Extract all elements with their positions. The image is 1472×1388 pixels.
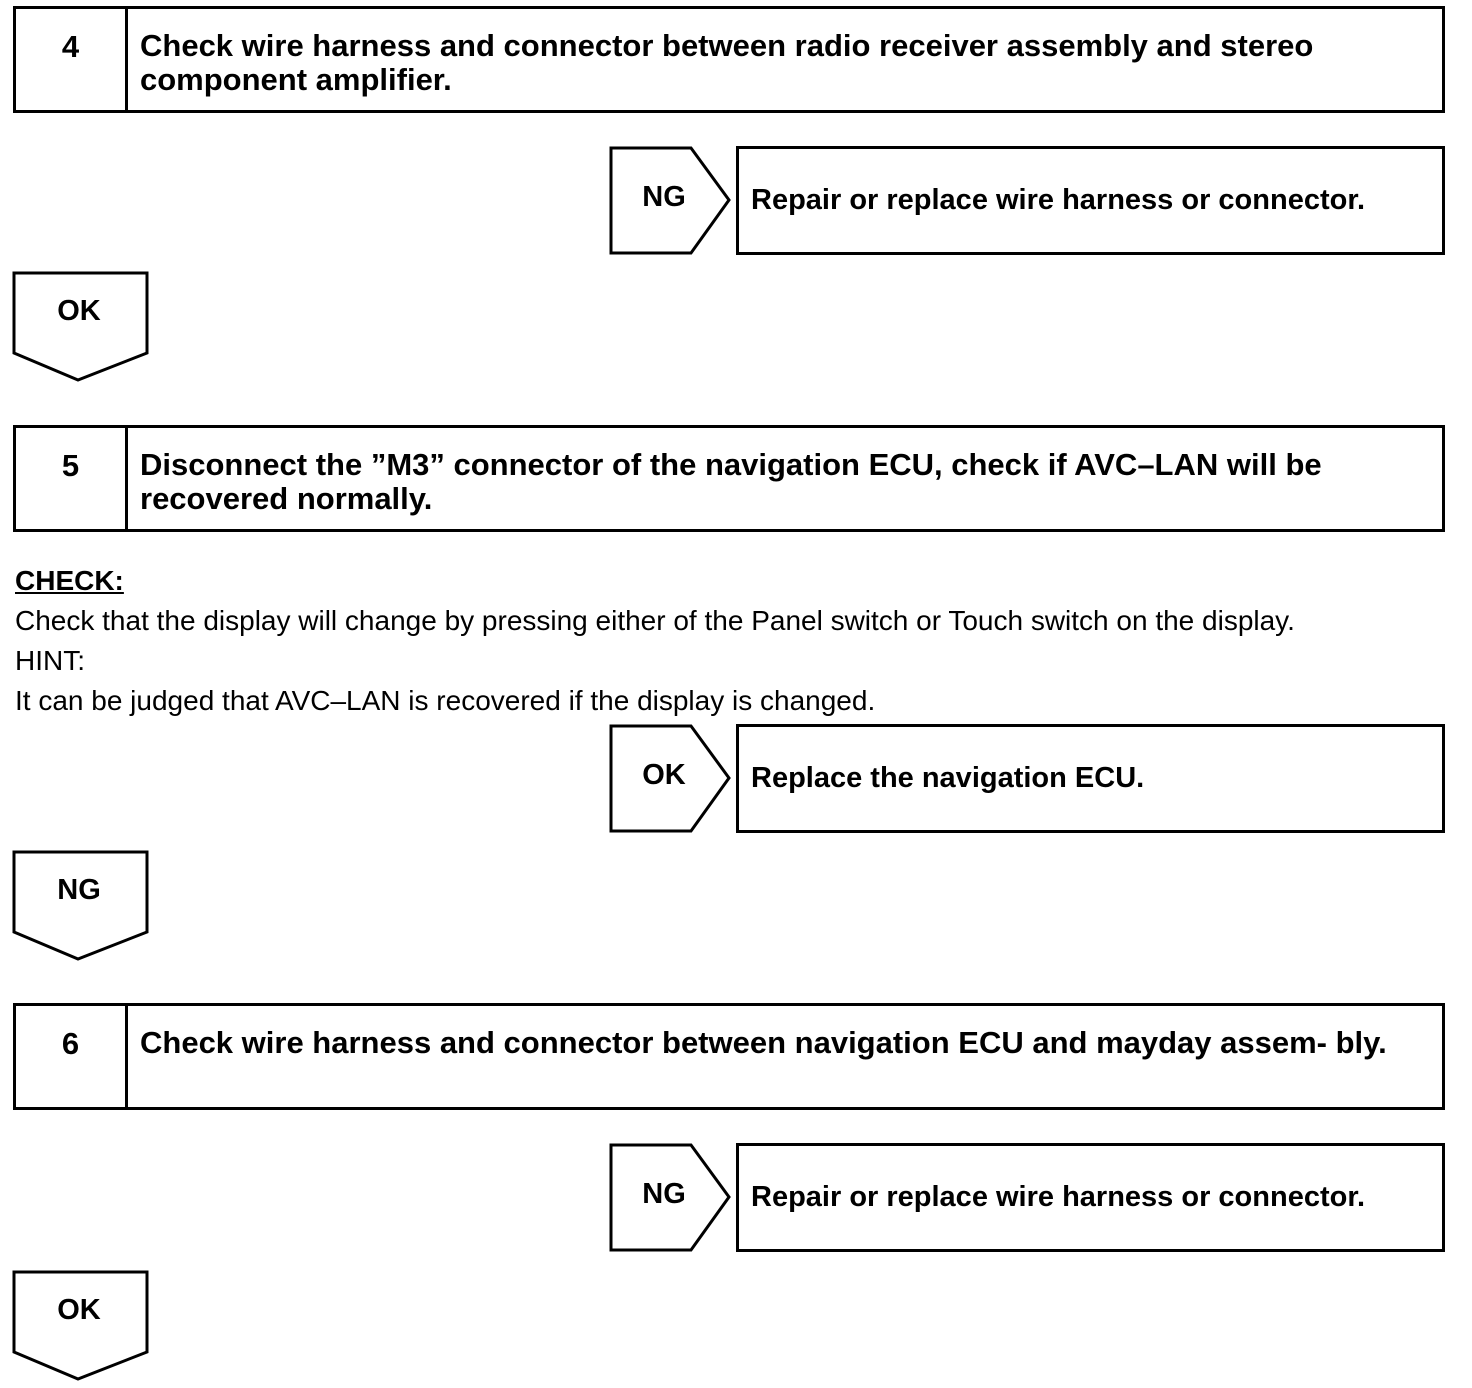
branch-tag-label: NG <box>642 1178 686 1210</box>
step-number: 4 <box>16 9 128 110</box>
step-6-branch <box>609 1143 1445 1252</box>
step-title: Check wire harness and connector between navigation ECU and mayday assem- bly. <box>140 1025 1387 1060</box>
hint-heading: HINT: <box>15 645 85 676</box>
branch-tag <box>609 146 733 255</box>
step-5-box <box>13 425 1445 532</box>
step-4-next <box>12 271 150 383</box>
next-tag-label: NG <box>57 874 101 906</box>
branch-tag-label: NG <box>642 181 686 213</box>
step-title: Check wire harness and connector between radio receiver assembly and stereo component amplifier. <box>140 28 1314 97</box>
next-tag-label: OK <box>57 1294 101 1326</box>
branch-tag <box>609 1143 733 1252</box>
branch-tag-label: OK <box>642 759 686 791</box>
check-text: Check that the display will change by pressing either of the Panel switch or Touch switch on the display. <box>15 605 1295 636</box>
step-5-branch <box>609 724 1445 833</box>
branch-tag <box>609 724 733 833</box>
next-tag-label: OK <box>57 295 101 327</box>
step-5-next <box>12 850 150 962</box>
step-number: 6 <box>16 1006 128 1107</box>
branch-action: Replace the navigation ECU. <box>736 724 1445 833</box>
step-4-branch <box>609 146 1445 255</box>
check-heading: CHECK: <box>15 565 124 596</box>
step-6-next <box>12 1270 150 1382</box>
step-6-box <box>13 1003 1445 1110</box>
step-number: 5 <box>16 428 128 529</box>
hint-text: It can be judged that AVC–LAN is recovered if the display is changed. <box>15 685 876 716</box>
step-4-box <box>13 6 1445 113</box>
branch-action: Repair or replace wire harness or connector. <box>736 146 1445 255</box>
branch-action: Repair or replace wire harness or connector. <box>736 1143 1445 1252</box>
step-title: Disconnect the ”M3” connector of the navigation ECU, check if AVC–LAN will be recovered normally. <box>140 447 1322 516</box>
